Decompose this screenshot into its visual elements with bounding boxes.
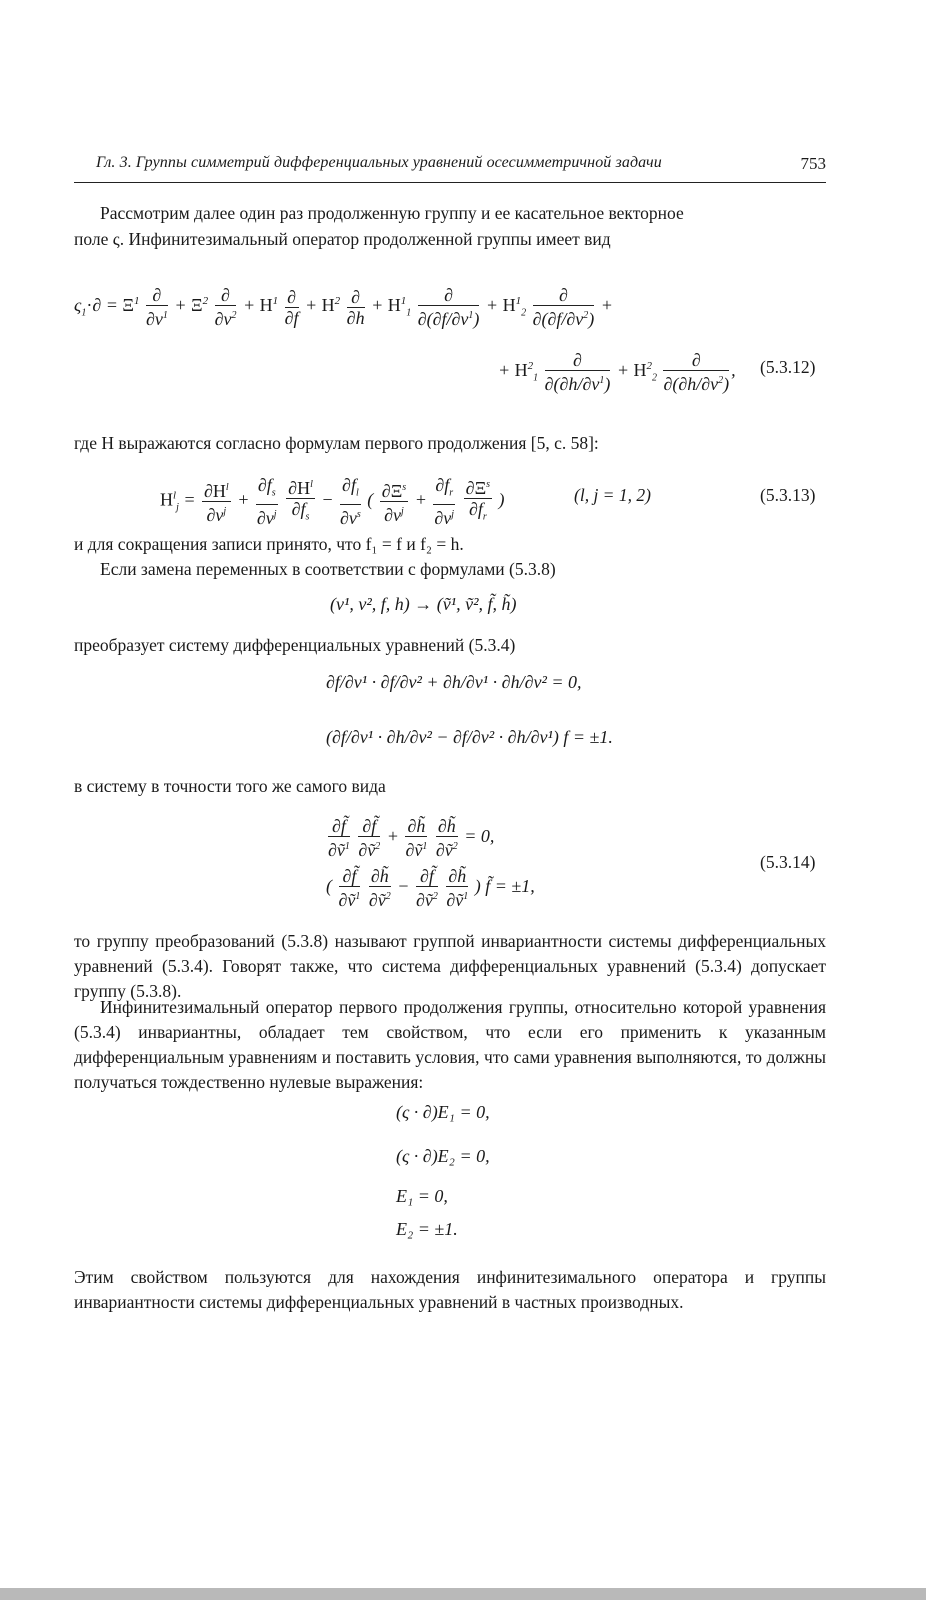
system-transformed-eq2: ( $\frac{\partial f̃}{\partial ṽ^1}$ $\frac{\partial h̃}{\partial ṽ^2}$ − $\frac{\partial f̃}{\partial ṽ^2}$ $\frac{\partial h̃}{\partial ṽ^1}$ ) f̃ = ±1, — [326, 866, 535, 910]
equation-5-3-13: $H^l_j$ = $\frac{\partial H^l}{\partial v^j}$ + $\frac{\partial f_s}{\partial v^j}$ $\frac{\partial H^l}{\partial f_s}$ − $\frac{\partial f_l}{\partial v^s}$ ( $\frac{\partial\Xi^s}{\partial v^j}$ + $\frac{\partial f_r}{\partial v^j}$ $\frac{\partial\Xi^s}{\partial f_r}$ ) — [160, 475, 505, 528]
page-number: 753 — [800, 154, 826, 173]
paragraph-6: в систему в точности того же самого вида — [74, 776, 386, 796]
paragraph-4: Если замена переменных в соответствии с формулами (5.3.8) — [100, 559, 556, 579]
equation-label-5-3-13: (5.3.13) — [760, 485, 816, 505]
variable-change: (v¹, v², f, h) → (ṽ¹, ṽ², f̃, h̃) — [330, 594, 517, 614]
chapter-title: Гл. 3. Группы симметрий дифференциальных уравнений осесимметричной задачи — [96, 154, 662, 171]
paragraph-5: преобразует систему дифференциальных уравнений (5.3.4) — [74, 635, 516, 655]
equation-5-3-13-condition: (l, j = 1, 2) — [574, 485, 651, 505]
paragraph-1-line-2: поле ς. Инфинитезимальный оператор продолженной группы имеет вид — [74, 229, 611, 249]
condition-3: E₁ = 0, — [396, 1186, 448, 1206]
paragraph-1-line-1: Рассмотрим далее один раз продолженную группу и ее касательное векторное — [100, 203, 684, 223]
system-original-eq1: ∂f/∂v¹ · ∂f/∂v² + ∂h/∂v¹ · ∂h/∂v² = 0, — [326, 672, 582, 692]
paragraph-9: Этим свойством пользуются для нахождения инфинитезимального оператора и группы инвариантности системы дифференциальных уравнений в частных производных. — [74, 1267, 826, 1312]
equation-5-3-12-line-1: $\varsigma_1\cdot\partial = \Xi^1$ $\frac{\partial}{\partial v^1}$ + $\Xi^2$ $\frac{\partial}{\partial v^2}$ + $H^1$ $\frac{\partial}{\partial f}$ + $H^2$ $\frac{\partial}{\partial h}$ + $H^1_1$ $\frac{\partial}{\partial(\partial f/\partial v^1)}$ + $H^1_2$ $\frac{\partial}{\partial(\partial f/\partial v^2)}$ + — [74, 285, 613, 329]
equation-label-5-3-14: (5.3.14) — [760, 852, 816, 872]
paragraph-3: и для сокращения записи принято, что f₁ = f и f₂ = h. — [74, 534, 464, 554]
condition-1: (ς · ∂)E₁ = 0, — [396, 1102, 490, 1122]
paragraph-2: где H выражаются согласно формулам первого продолжения [5, с. 58]: — [74, 433, 599, 453]
paragraph-7: то группу преобразований (5.3.8) называют группой инвариантности системы дифференциальных уравнений (5.3.4). Говорят также, что система дифференциальных уравнений (5.3.4) допускает группу (5.3.8). — [74, 931, 826, 1001]
paragraph-8: Инфинитезимальный оператор первого продолжения группы, относительно которой уравнения (5.3.4) инвариантны, обладает тем свойством, что если его применить к указанным дифференциальным уравнениям и поставить условия, что сами уравнения выполняются, то должны получаться тождественно нулевые выражения: — [74, 997, 826, 1092]
scan-bottom-edge — [0, 1588, 926, 1600]
running-header — [74, 152, 826, 183]
equation-5-3-12-line-2: + $H^2_1$ $\frac{\partial}{\partial(\partial h/\partial v^1)}$ + $H^2_2$ $\frac{\partial}{\partial(\partial h/\partial v^2)}$ , — [498, 350, 736, 394]
system-transformed-eq1: $\frac{\partial f̃}{\partial ṽ^1}$ $\frac{\partial f̃}{\partial ṽ^2}$ + $\frac{\partial h̃}{\partial ṽ^1}$ $\frac{\partial h̃}{\partial ṽ^2}$ = 0, — [328, 816, 495, 860]
system-original-eq2: (∂f/∂v¹ · ∂h/∂v² − ∂f/∂v² · ∂h/∂v¹) f = ±1. — [326, 727, 613, 747]
condition-2: (ς · ∂)E₂ = 0, — [396, 1146, 490, 1166]
equation-label-5-3-12: (5.3.12) — [760, 357, 816, 377]
condition-4: E₂ = ±1. — [396, 1219, 458, 1239]
